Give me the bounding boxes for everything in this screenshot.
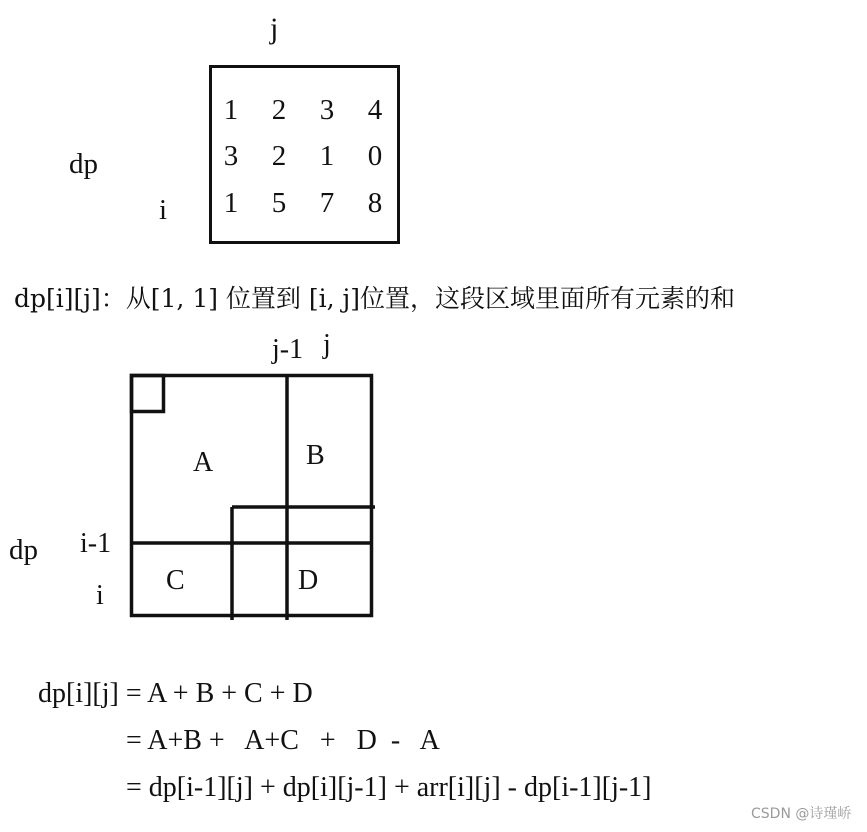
matrix-cell: 8 [367, 187, 383, 219]
matrix-cell: 3 [319, 94, 335, 126]
region-c-label: C [166, 565, 185, 596]
formula-line-1: dp[i][j] = A + B + C + D [38, 678, 313, 709]
region-i-minus-1-label: i-1 [80, 528, 112, 559]
region-b-label: B [306, 440, 325, 471]
matrix-cell: 0 [367, 140, 383, 172]
region-d-label: D [298, 565, 319, 596]
matrix-i-label: i [159, 194, 168, 226]
matrix-dp-label: dp [69, 148, 98, 180]
formula-line-2: = A+B + A+C + D - A [126, 725, 440, 756]
matrix-j-label: j [270, 12, 279, 45]
matrix-cell: 5 [271, 187, 287, 219]
matrix-cell: 3 [223, 140, 239, 172]
dp-definition: dp[i][j]：从[1, 1] 位置到 [i, j]位置，这段区域里面所有元素的和 [14, 284, 736, 313]
origin-cell [132, 376, 164, 412]
watermark: CSDN @诗瑾峤 [751, 806, 852, 822]
region-dp-label: dp [9, 534, 38, 566]
region-j-minus-1-label: j-1 [272, 334, 304, 365]
matrix-cell: 1 [223, 94, 239, 126]
region-a-label: A [193, 447, 214, 478]
region-j-label: j [323, 329, 331, 360]
matrix-cell: 2 [271, 94, 287, 126]
matrix-cell: 7 [319, 187, 335, 219]
region-i-label: i [96, 580, 104, 611]
formula-line-3: = dp[i-1][j] + dp[i][j-1] + arr[i][j] - dp[i-1][j-1] [126, 772, 652, 803]
matrix-cell: 1 [319, 140, 335, 172]
matrix-cell: 2 [271, 140, 287, 172]
matrix-cell: 4 [367, 94, 383, 126]
matrix-cell: 1 [223, 187, 239, 219]
